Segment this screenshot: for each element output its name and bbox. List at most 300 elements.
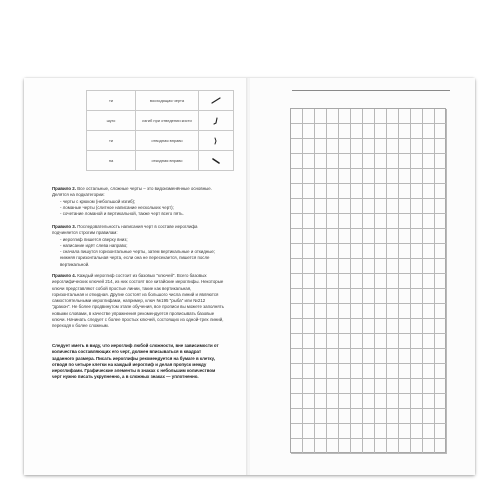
- grid-cell: [291, 304, 303, 319]
- grid-cell: [339, 379, 351, 394]
- grid-cell: [423, 229, 435, 244]
- grid-cell: [351, 289, 363, 304]
- grid-cell: [387, 349, 399, 364]
- grid-cell: [315, 259, 327, 274]
- grid-cell: [375, 439, 387, 454]
- grid-cell: [411, 214, 423, 229]
- grid-cell: [411, 229, 423, 244]
- grid-cell: [339, 154, 351, 169]
- grid-cell: [435, 364, 447, 379]
- grid-cell: [399, 439, 411, 454]
- rule-4-text: Каждый иероглиф состоит из базовых "ключей". Всего базовых иероглифических ключей 214, из них состоят все китайские иероглифы. Некоторые ключи представляют собой простые линии, такие как вертикальная, горизонтальная и откидная. Другие состоят из большого числа линий и являются самостоятельными иероглифами, например, ключ №195 "рыба" или №212 "дракон". Не более продвинутом этапе обучения, все прописи вы можете заполнять новыми словами, в качестве упражнения рекомендуется прописывать базовые ключи. Начинать следует с более простых ключей, состоящих из одной-трех линий, переходя к более сложным.: [52, 273, 224, 329]
- stroke-name: ти: [87, 131, 136, 151]
- grid-cell: [399, 214, 411, 229]
- grid-cell: [423, 274, 435, 289]
- grid-cell: [327, 274, 339, 289]
- grid-cell: [423, 424, 435, 439]
- grid-cell: [351, 409, 363, 424]
- grid-cell: [339, 199, 351, 214]
- header-rule: [292, 90, 450, 91]
- grid-cell: [327, 154, 339, 169]
- grid-cell: [411, 289, 423, 304]
- grid-cell: [291, 319, 303, 334]
- grid-cell: [339, 124, 351, 139]
- stroke-description: откидная вправо: [136, 151, 199, 171]
- grid-cell: [351, 304, 363, 319]
- grid-cell: [399, 394, 411, 409]
- stroke-name: на: [87, 151, 136, 171]
- grid-cell: [315, 274, 327, 289]
- grid-cell: [387, 424, 399, 439]
- grid-cell: [435, 409, 447, 424]
- grid-cell: [315, 319, 327, 334]
- rule-3: [52, 224, 224, 268]
- grid-cell: [411, 394, 423, 409]
- grid-cell: [315, 124, 327, 139]
- grid-cell: [363, 229, 375, 244]
- stroke-description: восходящая черта: [136, 91, 199, 111]
- grid-cell: [387, 379, 399, 394]
- list-item: - ломаные черты (слитное написание нескольких черт);: [60, 205, 224, 211]
- grid-cell: [327, 169, 339, 184]
- grid-cell: [327, 229, 339, 244]
- grid-cell: [387, 229, 399, 244]
- grid-cell: [327, 409, 339, 424]
- grid-cell: [375, 199, 387, 214]
- grid-cell: [363, 139, 375, 154]
- grid-cell: [423, 124, 435, 139]
- grid-cell: [291, 289, 303, 304]
- list-item: - написание идёт слева направо;: [60, 243, 224, 249]
- grid-cell: [387, 184, 399, 199]
- grid-cell: [375, 184, 387, 199]
- grid-cell: [387, 394, 399, 409]
- grid-cell: [375, 244, 387, 259]
- grid-cell: [327, 304, 339, 319]
- table-row: [87, 91, 234, 111]
- grid-cell: [363, 349, 375, 364]
- grid-cell: [399, 199, 411, 214]
- grid-cell: [423, 139, 435, 154]
- rule-2: [52, 186, 224, 217]
- grid-cell: [291, 259, 303, 274]
- grid-cell: [399, 169, 411, 184]
- grid-cell: [375, 124, 387, 139]
- grid-cell: [291, 334, 303, 349]
- grid-cell: [375, 214, 387, 229]
- grid-cell: [411, 184, 423, 199]
- rule-4-title: Правило 4.: [52, 273, 76, 278]
- list-item: - сочетание ломаной и вертикальной, также черт всего пять.: [60, 211, 224, 217]
- grid-cell: [435, 139, 447, 154]
- grid-cell: [351, 109, 363, 124]
- grid-cell: [327, 199, 339, 214]
- grid-cell: [399, 244, 411, 259]
- grid-cell: [315, 154, 327, 169]
- grid-cell: [423, 334, 435, 349]
- grid-cell: [399, 259, 411, 274]
- workbook-spread: [24, 78, 475, 475]
- falling-stroke-icon: [199, 151, 234, 171]
- grid-cell: [399, 229, 411, 244]
- grid-cell: [351, 439, 363, 454]
- grid-cell: [339, 244, 351, 259]
- grid-cell: [387, 274, 399, 289]
- grid-cell: [387, 124, 399, 139]
- grid-cell: [291, 364, 303, 379]
- grid-cell: [435, 289, 447, 304]
- grid-cell: [363, 184, 375, 199]
- grid-cell: [291, 139, 303, 154]
- grid-cell: [435, 229, 447, 244]
- grid-cell: [339, 274, 351, 289]
- grid-cell: [375, 229, 387, 244]
- grid-cell: [351, 139, 363, 154]
- grid-cell: [315, 334, 327, 349]
- grid-cell: [351, 229, 363, 244]
- grid-cell: [423, 184, 435, 199]
- grid-cell: [387, 439, 399, 454]
- grid-cell: [375, 349, 387, 364]
- grid-cell: [327, 259, 339, 274]
- grid-cell: [327, 364, 339, 379]
- grid-cell: [291, 199, 303, 214]
- grid-cell: [315, 109, 327, 124]
- grid-cell: [351, 274, 363, 289]
- grid-cell: [387, 304, 399, 319]
- grid-cell: [303, 244, 315, 259]
- grid-cell: [387, 244, 399, 259]
- grid-cell: [303, 439, 315, 454]
- grid-cell: [303, 274, 315, 289]
- stroke-description: изгиб при отведении кисти: [136, 111, 199, 131]
- grid-cell: [423, 154, 435, 169]
- grid-cell: [363, 214, 375, 229]
- grid-cell: [375, 154, 387, 169]
- grid-cell: [303, 394, 315, 409]
- grid-cell: [339, 319, 351, 334]
- grid-cell: [351, 394, 363, 409]
- grid-cell: [315, 394, 327, 409]
- grid-cell: [351, 319, 363, 334]
- grid-cell: [327, 139, 339, 154]
- grid-cell: [435, 334, 447, 349]
- grid-cell: [327, 349, 339, 364]
- grid-cell: [339, 184, 351, 199]
- grid-cell: [339, 394, 351, 409]
- grid-cell: [435, 349, 447, 364]
- rule-2-list: [52, 199, 224, 218]
- grid-cell: [339, 349, 351, 364]
- grid-cell: [363, 109, 375, 124]
- grid-cell: [315, 214, 327, 229]
- grid-cell: [315, 349, 327, 364]
- table-row: [87, 111, 234, 131]
- grid-cell: [423, 304, 435, 319]
- grid-cell: [303, 379, 315, 394]
- grid-cell: [339, 214, 351, 229]
- grid-cell: [411, 424, 423, 439]
- grid-cell: [315, 379, 327, 394]
- grid-cell: [411, 319, 423, 334]
- grid-cell: [399, 184, 411, 199]
- grid-cell: [435, 424, 447, 439]
- grid-cell: [303, 154, 315, 169]
- grid-cell: [399, 139, 411, 154]
- grid-cell: [351, 259, 363, 274]
- grid-cell: [351, 169, 363, 184]
- grid-cell: [291, 109, 303, 124]
- grid-cell: [399, 424, 411, 439]
- grid-cell: [339, 304, 351, 319]
- grid-cell: [435, 304, 447, 319]
- grid-cell: [327, 379, 339, 394]
- grid-cell: [435, 439, 447, 454]
- hook-stroke-icon: [199, 111, 234, 131]
- right-slant-stroke-icon: [199, 131, 234, 151]
- grid-cell: [363, 439, 375, 454]
- grid-cell: [363, 259, 375, 274]
- grid-cell: [291, 124, 303, 139]
- grid-cell: [375, 319, 387, 334]
- grid-cell: [423, 349, 435, 364]
- grid-cell: [399, 109, 411, 124]
- grid-cell: [351, 349, 363, 364]
- grid-cell: [303, 139, 315, 154]
- grid-cell: [303, 304, 315, 319]
- grid-cell: [339, 334, 351, 349]
- grid-cell: [435, 259, 447, 274]
- grid-cell: [411, 109, 423, 124]
- grid-cell: [351, 184, 363, 199]
- list-item: - иероглиф пишется сверху вниз;: [60, 237, 224, 243]
- grid-cell: [435, 154, 447, 169]
- grid-cell: [303, 409, 315, 424]
- grid-cell: [375, 304, 387, 319]
- grid-cell: [435, 379, 447, 394]
- grid-cell: [363, 364, 375, 379]
- grid-cell: [339, 439, 351, 454]
- grid-cell: [291, 184, 303, 199]
- table-row: [87, 131, 234, 151]
- rule-2-text: Все остальные, сложные черты – это видоизменённые основные. Делятся на подкатегории:: [52, 186, 212, 198]
- grid-cell: [399, 289, 411, 304]
- grid-cell: [423, 244, 435, 259]
- rule-2-title: Правило 2.: [52, 186, 76, 191]
- grid-cell: [351, 154, 363, 169]
- grid-cell: [327, 319, 339, 334]
- grid-cell: [339, 229, 351, 244]
- grid-cell: [375, 259, 387, 274]
- grid-cell: [315, 244, 327, 259]
- table-row: [87, 151, 234, 171]
- grid-cell: [303, 334, 315, 349]
- stroke-table: [86, 90, 234, 171]
- grid-cell: [387, 199, 399, 214]
- grid-cell: [411, 154, 423, 169]
- grid-cell: [351, 424, 363, 439]
- grid-cell: [291, 154, 303, 169]
- grid-cell: [363, 289, 375, 304]
- grid-cell: [327, 439, 339, 454]
- grid-cell: [303, 349, 315, 364]
- grid-cell: [327, 289, 339, 304]
- grid-cell: [315, 169, 327, 184]
- grid-cell: [423, 319, 435, 334]
- grid-cell: [411, 199, 423, 214]
- grid-cell: [303, 124, 315, 139]
- grid-cell: [327, 424, 339, 439]
- grid-cell: [399, 409, 411, 424]
- grid-cell: [399, 124, 411, 139]
- grid-cell: [375, 109, 387, 124]
- grid-cell: [375, 169, 387, 184]
- grid-cell: [291, 379, 303, 394]
- grid-cell: [339, 424, 351, 439]
- grid-cell: [291, 349, 303, 364]
- grid-cell: [303, 229, 315, 244]
- grid-cell: [303, 319, 315, 334]
- grid-cell: [315, 304, 327, 319]
- grid-cell: [315, 409, 327, 424]
- grid-cell: [363, 169, 375, 184]
- grid-cell: [435, 394, 447, 409]
- grid-cell: [387, 214, 399, 229]
- grid-cell: [399, 319, 411, 334]
- grid-cell: [423, 259, 435, 274]
- grid-cell: [291, 409, 303, 424]
- grid-cell: [351, 124, 363, 139]
- grid-cell: [375, 379, 387, 394]
- grid-cell: [375, 364, 387, 379]
- grid-cell: [339, 259, 351, 274]
- grid-cell: [387, 409, 399, 424]
- grid-cell: [375, 139, 387, 154]
- grid-cell: [327, 214, 339, 229]
- grid-cell: [387, 109, 399, 124]
- grid-cell: [411, 334, 423, 349]
- grid-cell: [363, 304, 375, 319]
- grid-cell: [435, 244, 447, 259]
- grid-cell: [315, 364, 327, 379]
- rising-stroke-icon: [199, 91, 234, 111]
- grid-cell: [327, 244, 339, 259]
- grid-cell: [315, 184, 327, 199]
- rule-3-title: Правило 3.: [52, 224, 76, 229]
- grid-cell: [411, 169, 423, 184]
- grid-cell: [351, 244, 363, 259]
- grid-cell: [291, 244, 303, 259]
- grid-cell: [351, 334, 363, 349]
- grid-cell: [363, 154, 375, 169]
- grid-cell: [363, 274, 375, 289]
- grid-cell: [339, 169, 351, 184]
- grid-cell: [411, 259, 423, 274]
- grid-cell: [423, 289, 435, 304]
- grid-cell: [327, 334, 339, 349]
- writing-note-text: Следует иметь в виду, что иероглиф любой сложности, вне зависимости от количества составляющих его черт, должен вписываться в квадрат заданного размера. Писать иероглифы рекомендуется на бумаге в клетку, отводя по четыре клетки на каждый иероглиф и делая пропуск между иероглифами. Графические элементы в знаках с небольшим количеством черт нужно писать укрупненно, а в сложных знаках — уплотненно.: [52, 343, 219, 380]
- left-page: [24, 78, 248, 475]
- rule-3-list: [52, 237, 224, 268]
- grid-cell: [399, 154, 411, 169]
- grid-cell: [435, 199, 447, 214]
- grid-cell: [363, 409, 375, 424]
- grid-cell: [291, 424, 303, 439]
- grid-cell: [339, 109, 351, 124]
- grid-cell: [411, 244, 423, 259]
- grid-cell: [387, 364, 399, 379]
- grid-cell: [339, 364, 351, 379]
- grid-cell: [363, 424, 375, 439]
- grid-cell: [387, 139, 399, 154]
- grid-cell: [303, 424, 315, 439]
- grid-cell: [375, 394, 387, 409]
- grid-cell: [291, 394, 303, 409]
- grid-cell: [291, 169, 303, 184]
- grid-cell: [303, 109, 315, 124]
- grid-cell: [399, 379, 411, 394]
- grid-cell: [387, 169, 399, 184]
- grid-cell: [399, 349, 411, 364]
- stroke-name: шуго: [87, 111, 136, 131]
- grid-cell: [351, 379, 363, 394]
- right-page: [250, 78, 475, 475]
- grid-cell: [363, 244, 375, 259]
- grid-cell: [375, 289, 387, 304]
- grid-cell: [423, 109, 435, 124]
- grid-cell: [411, 304, 423, 319]
- grid-cell: [423, 364, 435, 379]
- grid-cell: [375, 409, 387, 424]
- grid-cell: [327, 124, 339, 139]
- grid-cell: [423, 439, 435, 454]
- list-item: - черты с крюком (небольшой изгиб);: [60, 199, 224, 205]
- grid-cell: [387, 259, 399, 274]
- grid-cell: [423, 214, 435, 229]
- grid-cell: [423, 379, 435, 394]
- grid-cell: [435, 274, 447, 289]
- grid-cell: [387, 289, 399, 304]
- grid-cell: [339, 289, 351, 304]
- grid-cell: [435, 214, 447, 229]
- grid-cell: [387, 154, 399, 169]
- grid-cell: [411, 439, 423, 454]
- grid-cell: [303, 289, 315, 304]
- grid-cell: [363, 334, 375, 349]
- grid-cell: [303, 364, 315, 379]
- grid-cell: [363, 394, 375, 409]
- grid-cell: [315, 229, 327, 244]
- grid-cell: [387, 319, 399, 334]
- grid-cell: [315, 424, 327, 439]
- grid-cell: [435, 169, 447, 184]
- writing-note: [52, 343, 224, 381]
- grid-cell: [327, 394, 339, 409]
- grid-cell: [303, 199, 315, 214]
- grid-cell: [315, 439, 327, 454]
- grid-cell: [291, 214, 303, 229]
- grid-cell: [291, 274, 303, 289]
- grid-cell: [363, 319, 375, 334]
- grid-cell: [375, 334, 387, 349]
- grid-cell: [363, 379, 375, 394]
- grid-cell: [375, 274, 387, 289]
- grid-cell: [363, 199, 375, 214]
- grid-cell: [315, 289, 327, 304]
- grid-cell: [339, 409, 351, 424]
- grid-cell: [399, 274, 411, 289]
- stroke-description: отводная вправо: [136, 131, 199, 151]
